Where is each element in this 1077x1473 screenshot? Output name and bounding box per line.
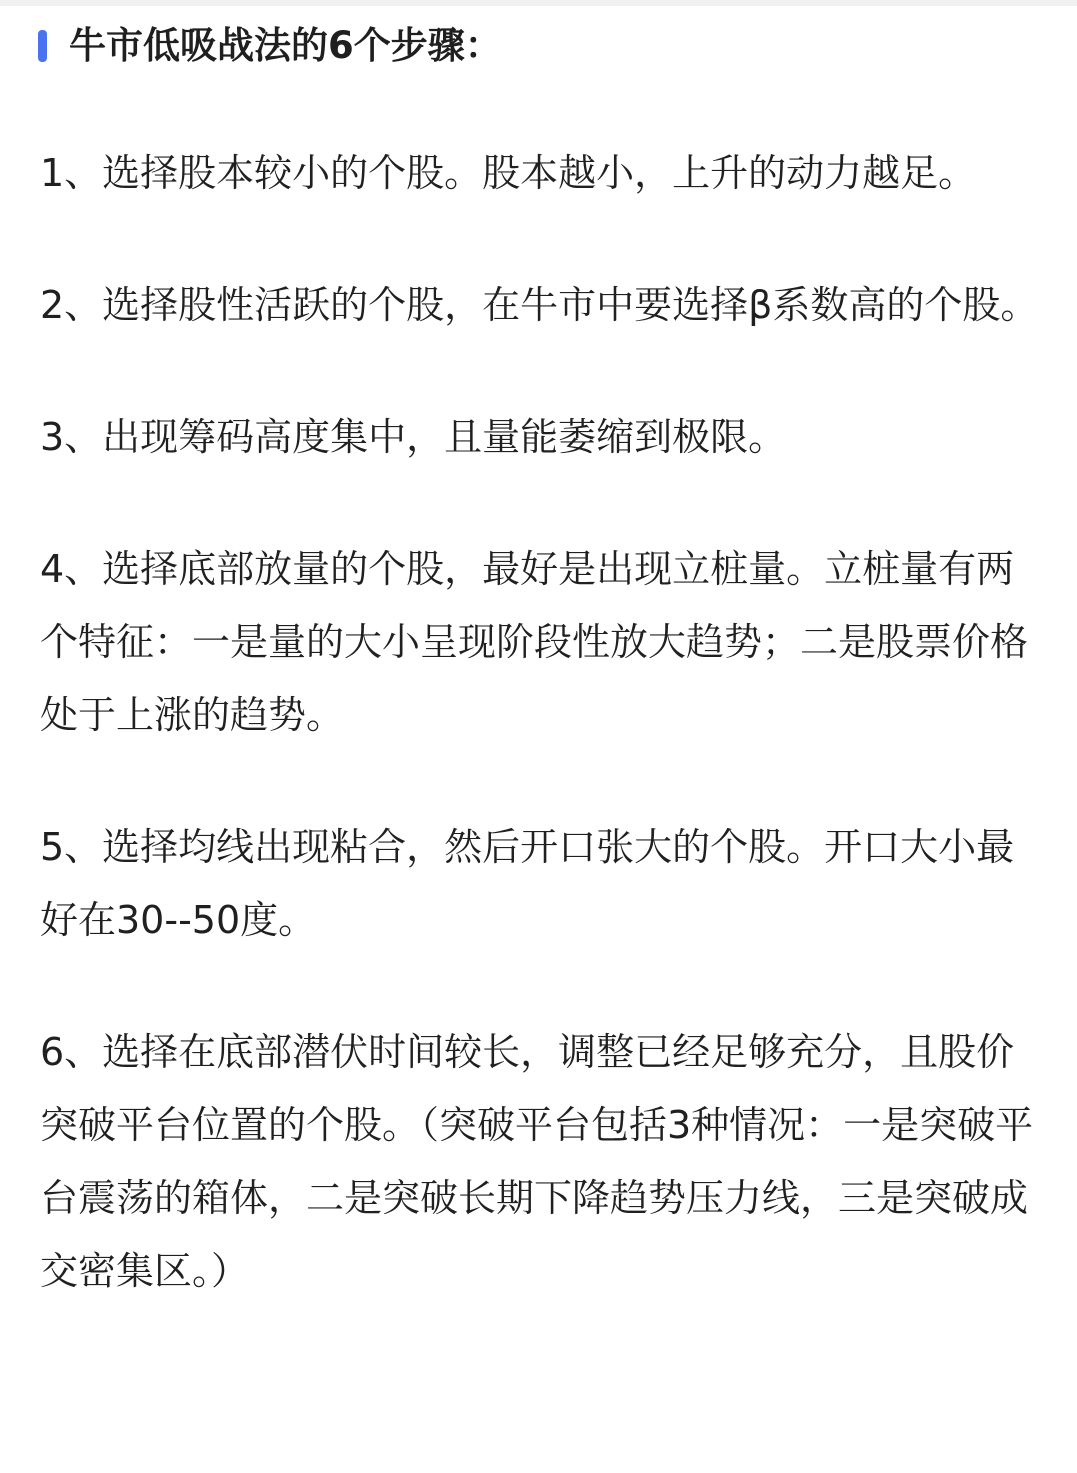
heading-accent-bar	[38, 30, 47, 62]
top-divider	[0, 0, 1077, 6]
heading-title: 牛市低吸战法的6个步骤：	[69, 24, 502, 67]
step-item-2: 2、选择股性活跃的个股，在牛市中要选择β系数高的个股。	[40, 283, 1039, 327]
step-item-3: 3、出现筹码高度集中，且量能萎缩到极限。	[40, 415, 787, 459]
section-heading	[38, 18, 502, 74]
steps-list	[40, 137, 1042, 1308]
step-item-1: 1、选择股本较小的个股。股本越小，上升的动力越足。	[40, 151, 977, 195]
step-item-6: 6、选择在底部潜伏时间较长，调整已经足够充分，且股价突破平台位置的个股。（突破平台包括3种情况：一是突破平台震荡的箱体，二是突破长期下降趋势压力线，三是突破成交密集区。）	[40, 1030, 1034, 1293]
step-item-4: 4、选择底部放量的个股，最好是出现立桩量。立桩量有两个特征：一是量的大小呈现阶段性放大趋势；二是股票价格处于上涨的趋势。	[40, 547, 1029, 737]
step-item-5: 5、选择均线出现粘合，然后开口张大的个股。开口大小最好在30--50度。	[40, 825, 1015, 942]
